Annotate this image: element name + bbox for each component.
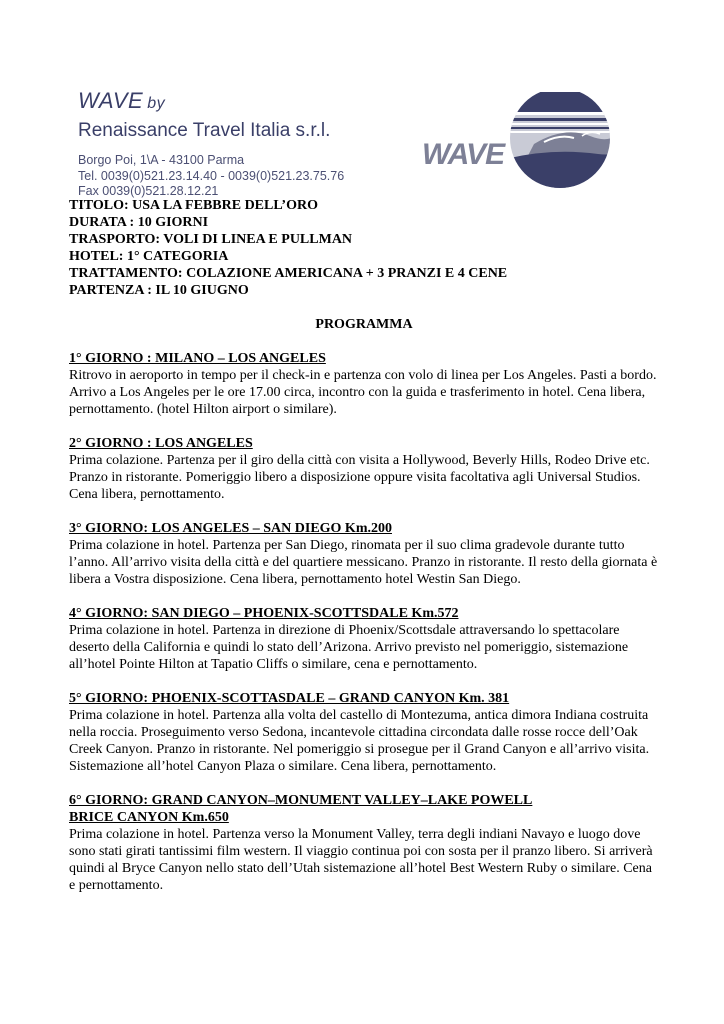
summary-transport: TRASPORTO: VOLI DI LINEA E PULLMAN (69, 232, 353, 247)
day-title: 1° GIORNO : MILANO – LOS ANGELES (69, 351, 326, 366)
day-text: Prima colazione in hotel. Partenza in direzione di Phoenix/Scottsdale attraversando lo spettacolare deserto della California e quindi lo stato dell’Arizona. Arrivo previsto nel pomeriggio, sistemazione all’hotel Pointe Hilton at Tapatio Cliffs o similare, cena e pernottamento. (69, 623, 629, 672)
trip-summary (69, 197, 659, 299)
day-section (69, 350, 659, 418)
day-text: Prima colazione in hotel. Partenza per San Diego, rinomata per il suo clima gradevole durante tutto l’anno. All’arrivo visita della città e del quartiere messicano. Pranzo in ristorante. Il resto della giornata è libera a Vostra disposizione. Cena libera, pernottamento hotel Westin San Diego. (69, 538, 658, 587)
day-title: 6° GIORNO: GRAND CANYON–MONUMENT VALLEY–LAKE POWELL (69, 793, 533, 808)
summary-title: TITOLO: USA LA FEBBRE DELL’ORO (69, 198, 318, 213)
day-text: Prima colazione in hotel. Partenza verso la Monument Valley, terra degli indiani Navayo e luogo dove sono stati girati tantissimi film western. Il viaggio continua poi con sosta per il pranzo libero. Si arriverà quindi al Bryce Canyon nello stato dell’Utah sistemazione all’hotel Best Western Ruby o similare. Cena e pernottamento. (69, 827, 653, 893)
day-title: 5° GIORNO: PHOENIX-SCOTTASDALE – GRAND CANYON Km. 381 (69, 691, 510, 706)
summary-hotel: HOTEL: 1° CATEGORIA (69, 249, 229, 264)
brand-by: by (147, 95, 166, 112)
brand-name: WAVE (78, 88, 144, 113)
address: Borgo Poi, 1\A - 43100 Parma (78, 153, 245, 167)
day-text: Prima colazione. Partenza per il giro della città con visita a Hollywood, Beverly Hills, Rodeo Drive etc. Pranzo in ristorante. Pomeriggio libero a disposizione oppure visita facoltativa agli Universal Studios. Cena libera, pernottamento. (69, 453, 650, 502)
fax: Fax 0039(0)521.28.12.21 (78, 184, 219, 198)
company-name: Renaissance Travel Italia s.r.l. (78, 120, 331, 141)
brand-line (78, 88, 344, 117)
day-section (69, 435, 659, 503)
programma-heading: PROGRAMMA (315, 317, 413, 332)
day-title: 3° GIORNO: LOS ANGELES – SAN DIEGO Km.200 (69, 521, 392, 536)
day-section (69, 520, 659, 588)
day-title-continued: BRICE CANYON Km.650 (69, 810, 229, 825)
day-section (69, 605, 659, 673)
summary-departure: PARTENZA : IL 10 GIUGNO (69, 283, 249, 298)
day-section (69, 792, 659, 894)
summary-board: TRATTAMENTO: COLAZIONE AMERICANA + 3 PRANZI E 4 CENE (69, 266, 508, 281)
letterhead (78, 88, 678, 198)
wave-logo (414, 92, 644, 188)
logo-text: WAVE (422, 138, 505, 171)
document-body (69, 197, 659, 894)
brand-block (78, 88, 344, 200)
telephone: Tel. 0039(0)521.23.14.40 - 0039(0)521.23.75.76 (78, 168, 345, 183)
day-text: Ritrovo in aeroporto in tempo per il check-in e partenza con volo di linea per Los Angeles. Pasti a bordo. Arrivo a Los Angeles per le ore 17.00 circa, incontro con la guida e trasferimento in hotel. Cena libera, pernottamento. (hotel Hilton airport o similare). (69, 368, 657, 417)
day-section (69, 690, 659, 775)
summary-duration: DURATA : 10 GIORNI (69, 215, 209, 230)
day-text: Prima colazione in hotel. Partenza alla volta del castello di Montezuma, antica dimora Indiana costruita nella roccia. Proseguimento verso Sedona, incantevole cittadina circondata dalle rosse rocce dell’Oak Creek Canyon. Pranzo in ristorante. Nel pomeriggio si prosegue per il Grand Canyon e all’arrivo visita. Sistemazione all’hotel Canyon Plaza o similare. Cena libera, pernottamento. (69, 708, 650, 774)
day-title: 2° GIORNO : LOS ANGELES (69, 436, 253, 451)
contact-block (78, 153, 344, 200)
day-title: 4° GIORNO: SAN DIEGO – PHOENIX-SCOTTSDALE Km.572 (69, 606, 459, 621)
